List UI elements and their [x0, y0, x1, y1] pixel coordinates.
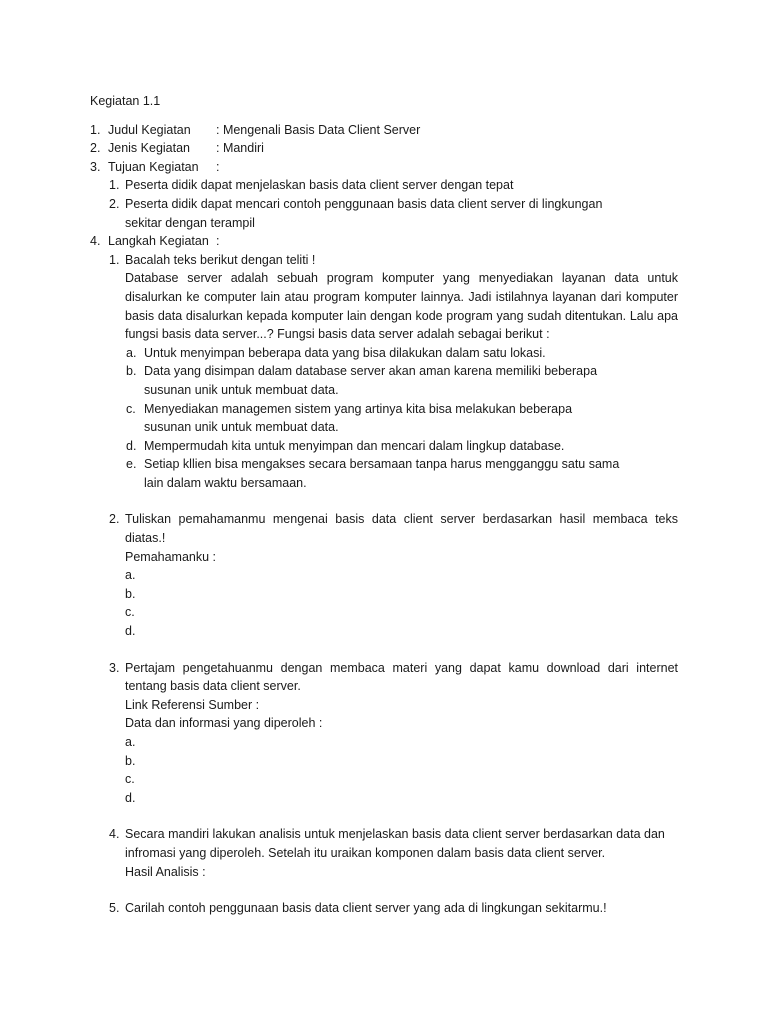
info-label: Langkah Kegiatan [108, 234, 209, 249]
list-number: 4. [109, 827, 120, 842]
function-item [90, 400, 678, 437]
step-text: Secara mandiri lakukan analisis untuk menjelaskan basis data client server berdasarkan data dan infromasi yang diperoleh. Setelah itu uraikan komponen dalam basis data client server. [125, 827, 665, 860]
function-text: Mempermudah kita untuk menyimpan dan mencari dalam lingkup database. [144, 438, 565, 453]
info-value: : [216, 159, 220, 174]
step-5 [90, 899, 678, 918]
info-label: Tujuan Kegiatan [108, 159, 199, 174]
link-label: Link Referensi Sumber : [125, 697, 260, 712]
answer-line-b: b. [125, 753, 136, 768]
tujuan-item [90, 176, 678, 195]
list-number: 3. [109, 660, 120, 675]
answer-line-b: b. [125, 586, 136, 601]
answer-line-c: c. [125, 772, 135, 787]
list-number: 2. [90, 141, 101, 156]
data-label: Data dan informasi yang diperoleh : [125, 716, 323, 731]
info-tujuan [90, 158, 678, 177]
document-title: Kegiatan 1.1 [90, 94, 161, 108]
function-item [90, 362, 678, 399]
info-label: Jenis Kegiatan [108, 141, 191, 156]
list-number: 1. [90, 122, 101, 137]
function-text: Untuk menyimpan beberapa data yang bisa dilakukan dalam satu lokasi. [144, 345, 546, 360]
list-letter: a. [126, 345, 137, 360]
step-1 [90, 251, 678, 344]
step-text: Pertajam pengetahuanmu dengan membaca materi yang dapat kamu download dari internet tentang basis data client server. [125, 660, 678, 694]
list-letter: d. [126, 438, 137, 453]
step-text: Carilah contoh penggunaan basis data client server yang ada di lingkungan sekitarmu.! [125, 901, 607, 916]
tujuan-text: Peserta didik dapat mencari contoh penggunaan basis data client server di lingkungan sekitar dengan terampil [125, 196, 603, 230]
list-number: 1. [109, 178, 120, 193]
list-number: 2. [109, 512, 120, 527]
info-value: : Mengenali Basis Data Client Server [216, 122, 421, 137]
list-letter: e. [126, 457, 137, 472]
list-number: 5. [109, 901, 120, 916]
step-text: Tuliskan pemahamanmu mengenai basis data client server berdasarkan hasil membaca teks diatas.! [125, 512, 678, 546]
step-sublabel: Hasil Analisis : [125, 864, 206, 879]
tujuan-item [90, 195, 678, 232]
list-number: 4. [90, 234, 101, 249]
list-number: 3. [90, 159, 101, 174]
list-number: 1. [109, 252, 120, 267]
answer-line-d: d. [125, 624, 136, 639]
info-judul [90, 121, 678, 140]
function-text: Data yang disimpan dalam database server akan aman karena memiliki beberapa susunan unik untuk membuat data. [144, 364, 598, 397]
tujuan-text: Peserta didik dapat menjelaskan basis data client server dengan tepat [125, 178, 514, 193]
info-jenis [90, 139, 678, 158]
list-number: 2. [109, 196, 120, 211]
function-item [90, 455, 678, 492]
step-3 [90, 659, 678, 808]
info-label: Judul Kegiatan [108, 122, 191, 137]
info-value: : [216, 234, 220, 249]
function-text: Setiap kllien bisa mengakses secara bersamaan tanpa harus mengganggu satu sama lain dalam waktu bersamaan. [144, 457, 620, 490]
answer-line-a: a. [125, 735, 136, 749]
info-value: : Mandiri [216, 141, 264, 156]
step-paragraph: Database server adalah sebuah program komputer yang menyediakan layanan data untuk disalurkan ke computer lain atau program komputer lainnya. Jadi istilahnya layanan dari komputer basis data disalurkan kepada komputer lain dengan kode program yang sudah ditentukan. Lalu apa fungsi basis data server...? Fungsi basis data server adalah sebagai berikut : [125, 271, 678, 342]
step-sublabel: Pemahamanku : [125, 549, 217, 564]
function-item [90, 437, 678, 456]
step-heading: Bacalah teks berikut dengan teliti ! [125, 252, 316, 267]
info-langkah [90, 232, 678, 251]
step-4 [90, 825, 678, 881]
answer-line-d: d. [125, 790, 136, 805]
function-item [90, 344, 678, 363]
answer-line-c: c. [125, 605, 135, 620]
function-text: Menyediakan managemen sistem yang artinya kita bisa melakukan beberapa susunan unik untuk membuat data. [144, 401, 573, 435]
list-letter: b. [126, 364, 137, 379]
answer-line-a: a. [125, 568, 136, 583]
step-2 [90, 510, 678, 640]
list-letter: c. [126, 401, 136, 416]
